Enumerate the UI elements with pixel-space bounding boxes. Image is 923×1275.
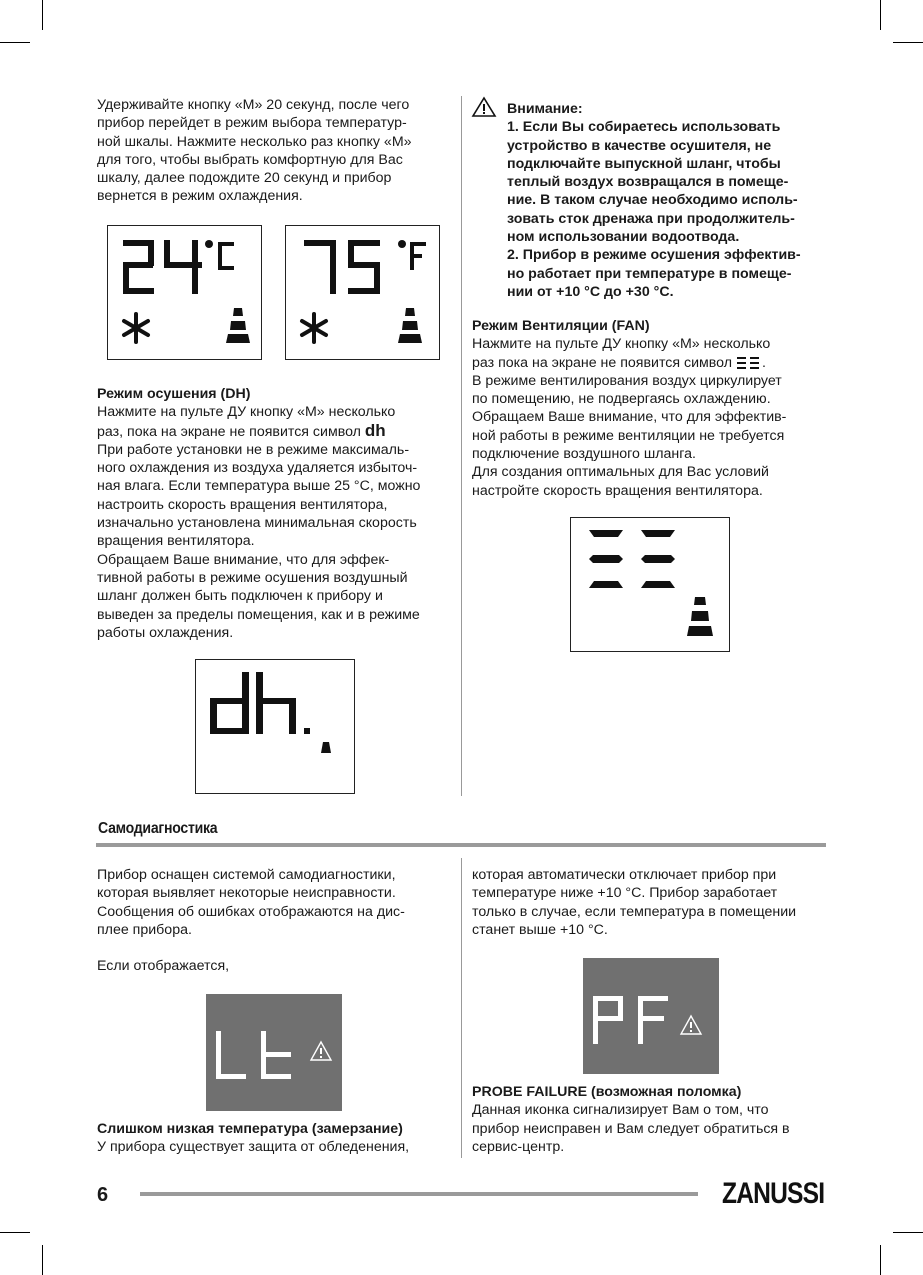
warning-icon [471,96,497,118]
dh-mode-heading: Режим осушения (DH) [97,386,251,402]
lt-description [97,1120,409,1157]
text-line: Данная иконка сигнализирует Вам о том, что [472,1102,769,1119]
text-line: Для создания оптимальных для Вас условий [472,464,769,481]
lcd-dh-graphic [196,660,356,795]
page-number: 6 [97,1184,109,1206]
text-line: Сообщения об ошибках отображаются на дис- [97,903,405,920]
text-line: ная влага. Если температура выше 25 °C, можно [97,478,421,495]
text-line: шкалу, далее подождите 20 секунд и прибор [97,170,392,187]
text-line: изначально установлена минимальная скорость [97,515,417,532]
text-line: но работает при температуре в помеще- [507,265,792,282]
crop-mark [880,0,881,30]
text-line: ной шкалы. Нажмите несколько раз кнопку «М» [97,133,412,150]
dh-symbol: dh [364,420,386,440]
text-line: раз пока на экране не появится символ [472,354,733,371]
text-line: настройте скорость вращения вентилятора. [472,482,763,499]
text-line: Нажмите на пульте ДУ кнопку «М» несколько [97,404,396,421]
brand-logo: ZANUSSI [722,1177,825,1210]
lcd-celsius-graphic [108,226,263,361]
text-line: ние. В таком случае необходимо исполь- [507,192,798,209]
crop-mark [893,1232,923,1233]
text-line: В режиме вентилирования воздух циркулирует [472,372,782,389]
text-line: Нажмите на пульте ДУ кнопку «М» несколько [472,336,771,353]
text-line: ном использовании водоотвода. [507,229,740,246]
text-line: вращения вентилятора. [97,533,255,550]
text-line: вернется в режим охлаждения. [97,188,303,205]
fan-symbol-icon [736,356,762,370]
text-line: только в случае, если температура в помещении [472,903,797,920]
text-line: зовать сток дренажа при продолжитель- [507,210,795,227]
text-line: Если отображается, [97,958,230,975]
pf-error-display [583,958,719,1074]
lcd-fan-display [570,517,730,652]
warning-block [507,100,801,301]
pf-heading: PROBE FAILURE (возможная поломка) [472,1084,742,1100]
text-line: Удерживайте кнопку «М» 20 секунд, после чего [97,97,410,113]
warning-title: Внимание: [507,101,583,117]
crop-mark [0,1232,30,1233]
text-line: прибор перейдет в режим выбора температур- [97,115,407,132]
text-line: теплый воздух возвращался в помеще- [507,174,789,191]
self-diagnostics-title: Самодиагностика [98,820,218,837]
fan-mode-heading: Режим Вентиляции (FAN) [472,318,650,334]
text-line: ного охлаждения из воздуха удаляется избыточ- [97,460,418,477]
text-line: тивной работы в режиме осушения воздушный [97,569,408,586]
lt-continued [472,866,796,939]
crop-mark [893,42,923,43]
text-line: 1. Если Вы собираетесь использовать [507,119,781,136]
text-line: Обращаем Ваше внимание, что для эффектив- [472,409,787,426]
text-line: Прибор оснащен системой самодиагностики, [97,867,396,883]
lt-heading: Слишком низкая температура (замерзание) [97,1121,403,1137]
text-line: У прибора существует защита от обледенения, [97,1139,410,1156]
lcd-fan-graphic [571,518,731,653]
text-line: раз, пока на экране не появится символ [97,423,361,440]
temperature-scale-instructions [97,96,412,206]
text-line: подключайте выпускной шланг, чтобы [507,155,781,172]
fan-mode-section: Режим Вентиляции (FAN) Нажмите на пульте ДУ кнопку «М» несколько раз пока на экране не появится символ . В режиме вентилирования воздух циркулирует по помещению, не подвергаясь охлаждению. Обращаем Ваше внимание, что для эффектив- ной работы в режиме вентиляции не требуется подключение воздушного шланга. Для создания оптимальных для Вас условий настройте скорость вращения вентилятора. [472,318,787,499]
text-line: шланг должен быть подключен к прибору и [97,588,383,605]
text-line: которая автоматически отключает прибор при [472,867,777,883]
footer-divider [140,1192,698,1196]
crop-mark [42,0,43,30]
column-divider [461,858,462,1158]
text-line: Обращаем Ваше внимание, что для эффек- [97,551,390,568]
crop-mark [880,1245,881,1275]
text-line: выведен за пределы помещения, как и в режиме [97,606,420,623]
text-line: нии от +10 °C до +30 °C. [507,283,674,300]
self-diag-intro [97,866,405,975]
text-line: по помещению, не подвергаясь охлаждению. [472,391,771,408]
pf-description [472,1083,790,1156]
pf-error-graphic [583,958,719,1074]
lt-error-graphic [206,994,342,1111]
text-line: сервис-центр. [472,1138,565,1155]
text-line: ной работы в режиме вентиляции не требуется [472,427,785,444]
text-line: температуре ниже +10 °C. Прибор заработает [472,885,778,902]
lcd-fahrenheit-display [285,225,440,360]
section-divider [96,843,826,847]
dh-mode-section [97,385,420,642]
text-line: которая выявляет некоторые неисправности. [97,885,396,902]
lcd-fahrenheit-graphic [286,226,441,361]
text-line: для того, чтобы выбрать комфортную для Вас [97,151,403,168]
lcd-dh-display [195,659,355,794]
text-line: прибор неисправен и Вам следует обратиться в [472,1120,790,1137]
text-line: 2. Прибор в режиме осушения эффектив- [507,247,801,264]
text-line: плее прибора. [97,921,192,938]
lt-error-display [206,994,342,1111]
crop-mark [42,1245,43,1275]
text-line: станет выше +10 °C. [472,921,608,938]
crop-mark [0,42,30,43]
text-line: подключение воздушного шланга. [472,446,696,463]
text-line: настроить скорость вращения вентилятора, [97,496,388,513]
column-divider [461,96,462,796]
text-line: При работе установки не в режиме максималь- [97,441,410,458]
lcd-celsius-display [107,225,262,360]
text-line: устройство в качестве осушителя, не [507,137,772,154]
text-line: работы охлаждения. [97,624,234,641]
